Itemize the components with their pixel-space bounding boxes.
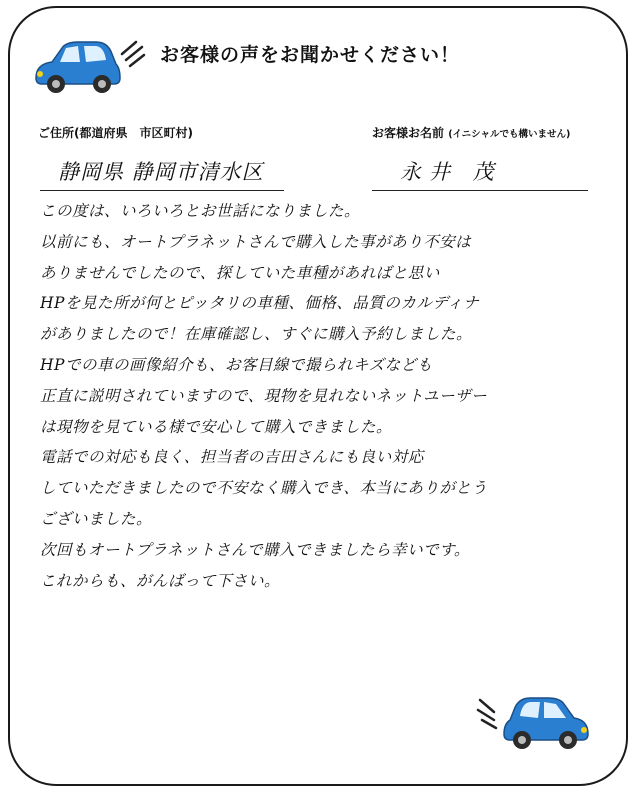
- name-note: (イニシャルでも構いません): [448, 129, 571, 140]
- speed-lines-icon: [478, 700, 496, 728]
- message-line: ありませんでしたので、探していた車種があればと思い: [40, 263, 440, 282]
- message-body: [40, 196, 620, 596]
- message-line: これからも、がんばって下さい。: [40, 571, 281, 590]
- message-line: ございました。: [40, 509, 153, 528]
- car-icon: [476, 690, 594, 754]
- name-label-text: お客様お名前: [372, 126, 445, 140]
- address-label: [38, 124, 193, 141]
- message-line: は現物を見ている様で安心して購入できました。: [40, 417, 393, 436]
- message-line: 以前にも、オートプラネットさんで購入した事があり不安は: [40, 232, 472, 251]
- name-underline: [372, 190, 588, 191]
- page-title: お客様の声をお聞かせください！: [160, 44, 461, 66]
- message-line: 電話での対応も良く、担当者の吉田さんにも良い対応: [40, 448, 424, 467]
- speed-lines-icon: [122, 42, 144, 66]
- message-line: HPでの車の画像紹介も、お客目線で撮られキズなども: [40, 355, 433, 374]
- address-label-text: ご住所(都道府県 市区町村): [38, 126, 193, 140]
- car-icon: [30, 34, 148, 98]
- name-label: [372, 124, 570, 141]
- message-line: 次回もオートプラネットさんで購入できましたら幸いです。: [40, 540, 470, 559]
- message-line: この度は、いろいろとお世話になりました。: [40, 202, 361, 220]
- message-line: 正直に説明されていますので、現物を見れないネットユーザー: [40, 386, 488, 405]
- message-line: がありましたので！在庫確認し、すぐに購入予約しました。: [40, 325, 473, 344]
- address-value: 静岡県 静岡市清水区: [58, 160, 264, 184]
- message-line: していただきましたので不安なく購入でき、本当にありがとう: [40, 479, 488, 498]
- message-line: HPを見た所が何とピッタリの車種、価格、品質のカルディナ: [40, 294, 480, 313]
- name-value: 永井 茂: [400, 160, 502, 184]
- address-underline: [40, 190, 284, 191]
